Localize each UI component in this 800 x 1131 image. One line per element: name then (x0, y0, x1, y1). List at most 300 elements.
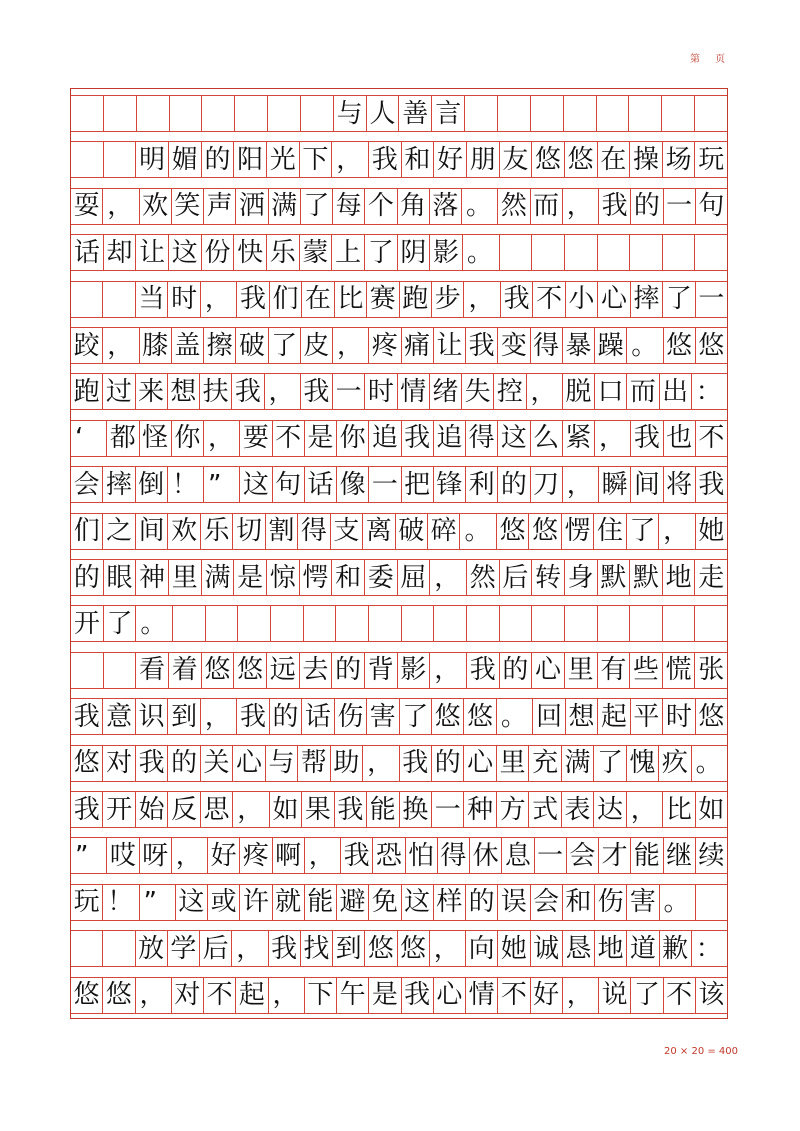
grid-cell (465, 96, 498, 131)
grid-cell (500, 606, 533, 641)
grid-cell: ， (232, 931, 268, 966)
grid-cell: ， (332, 142, 369, 177)
grid-cell: 张 (698, 655, 725, 686)
grid-cell: 学 (168, 931, 200, 966)
grid-cell: 了 (269, 328, 301, 363)
grid-cell: 伤 (595, 885, 627, 920)
grid-cell: 恳 (563, 931, 595, 966)
grid-cell: 当 (136, 282, 168, 317)
grid-cell: 紧 (563, 421, 595, 456)
grid-cell: 时 (168, 282, 200, 317)
grid-cell: 她 (698, 516, 725, 547)
grid-cell: 帮 (298, 746, 330, 781)
grid-cell: 不 (204, 978, 236, 1013)
grid-cell: 了 (594, 746, 626, 781)
grid-cell: 样 (434, 885, 466, 920)
grid-cell: ” (71, 838, 107, 873)
grid-cell: 了 (400, 699, 432, 734)
grid-row (71, 652, 727, 689)
grid-cell: 光 (267, 142, 300, 177)
grid-cell: 午 (337, 978, 369, 1013)
grid-cell: 。 (497, 699, 533, 734)
grid-cell: 上 (332, 235, 365, 270)
grid-cell: 我 (237, 282, 269, 317)
grid-cell: 满 (202, 560, 235, 595)
grid-cell: 是 (234, 560, 267, 595)
grid-cell: 悠 (464, 699, 496, 734)
grid-cell: 悠 (698, 330, 725, 361)
grid-cell: 许 (240, 885, 272, 920)
grid-cell: 时 (663, 699, 695, 734)
grid-cell: 与 (334, 96, 367, 131)
grid-cell: 达 (594, 792, 626, 827)
grid-cell: 而 (627, 374, 659, 409)
grid-cell: ， (201, 282, 237, 317)
grid-cell: 口 (595, 374, 627, 409)
grid-cell: 好 (208, 838, 240, 873)
grid-cell: 看 (136, 653, 169, 688)
grid-row (71, 884, 727, 921)
grid-cell: 扶 (200, 374, 232, 409)
grid-cell: ， (627, 792, 663, 827)
grid-cell: 关 (201, 746, 233, 781)
grid-cell: 住 (594, 514, 626, 549)
grid-cell: 们 (270, 282, 302, 317)
grid-cell: 起 (598, 699, 630, 734)
grid-cell (630, 235, 663, 270)
grid-cell: 害 (627, 885, 659, 920)
grid-cell: 笑 (172, 189, 204, 224)
grid-cell: 影 (398, 653, 431, 688)
grid-cell: 控 (494, 374, 526, 409)
grid-cell (369, 606, 402, 641)
grid-cell: 与 (266, 746, 298, 781)
grid-cell: 思 (201, 792, 233, 827)
grid-cell: 地 (663, 560, 696, 595)
grid-cell: 锋 (434, 467, 466, 502)
grid-cell: 啊 (273, 838, 305, 873)
grid-row (71, 837, 727, 874)
grid-cell: 地 (595, 931, 627, 966)
grid-cell: 伤 (335, 699, 367, 734)
grid-cell: 碎 (428, 514, 460, 549)
manuscript-grid (70, 88, 728, 1019)
grid-cell: 跑 (400, 282, 432, 317)
grid-row (71, 281, 727, 318)
grid-cell: 都 (107, 421, 139, 456)
grid-cell: 然 (467, 560, 500, 595)
grid-cell: 变 (498, 328, 530, 363)
grid-cell: 乐 (201, 514, 233, 549)
grid-cell: 人 (367, 96, 400, 131)
grid-cell: 。 (462, 189, 498, 224)
grid-cell: 身 (565, 560, 598, 595)
grid-cell: ， (201, 699, 237, 734)
grid-cell (663, 235, 696, 270)
grid-cell: 放 (136, 931, 168, 966)
grid-row (71, 466, 727, 503)
grid-cell: 们 (71, 514, 103, 549)
grid-cell: 我 (269, 931, 301, 966)
grid-cell: 心 (434, 978, 466, 1013)
grid-row (71, 513, 727, 550)
grid-cell: ， (563, 467, 599, 502)
grid-cell: ， (136, 978, 172, 1013)
grid-cell: 割 (266, 514, 298, 549)
grid-cell: ， (103, 328, 139, 363)
grid-cell: 你 (172, 421, 204, 456)
grid-cell: 默 (598, 560, 631, 595)
grid-cell: 反 (168, 792, 200, 827)
grid-cell: 我 (402, 978, 434, 1013)
grid-cell: 种 (464, 792, 496, 827)
grid-cell: 一 (535, 838, 567, 873)
grid-cell (103, 931, 135, 966)
grid-cell: 歉 (660, 931, 692, 966)
grid-cell: 悠 (664, 328, 696, 363)
grid-cell: ‘ (71, 421, 107, 456)
grid-cell: 怪 (140, 421, 172, 456)
grid-row (71, 791, 727, 828)
page-number-label: 第 页 (690, 54, 732, 65)
grid-cell: 眼 (104, 560, 137, 595)
grid-cell: 皮 (301, 328, 333, 363)
grid-cell: 出 (660, 374, 692, 409)
grid-cell: 和 (402, 142, 435, 177)
grid-cell: 识 (136, 699, 168, 734)
grid-cell: 了 (104, 606, 137, 641)
grid-cell: 让 (434, 328, 466, 363)
grid-cell: 朋 (467, 142, 500, 177)
grid-cell: 屈 (398, 560, 431, 595)
grid-cell: 想 (566, 699, 598, 734)
grid-cell: 摔 (631, 282, 663, 317)
grid-cell: 或 (208, 885, 240, 920)
grid-cell: 我 (466, 328, 498, 363)
grid-cell: 向 (466, 931, 498, 966)
grid-cell: 道 (627, 931, 659, 966)
grid-cell: 是 (369, 978, 401, 1013)
grid-cell: 如 (270, 792, 302, 827)
grid-cell: ， (172, 838, 208, 873)
grid-cell: 心 (532, 653, 565, 688)
grid-cell: 追 (369, 421, 401, 456)
grid-cell (598, 235, 631, 270)
grid-cell: 下 (305, 978, 337, 1013)
grid-cell: ， (103, 189, 139, 224)
grid-row (71, 605, 727, 642)
grid-row (71, 188, 727, 225)
grid-cell: 过 (103, 374, 135, 409)
grid-cell (103, 282, 135, 317)
grid-cell: 小 (566, 282, 598, 317)
grid-cell: 悠 (529, 514, 561, 549)
grid-cell (71, 142, 104, 177)
grid-cell: 的 (270, 699, 302, 734)
grid-cell: 会 (71, 467, 103, 502)
grid-cell: ， (430, 653, 467, 688)
grid-cell: ， (269, 978, 305, 1013)
grid-cell: ： (695, 933, 722, 964)
grid-cell: 悠 (497, 514, 529, 549)
grid-cell (498, 96, 531, 131)
grid-cell: 免 (369, 885, 401, 920)
grid-cell: ， (659, 514, 695, 549)
grid-cell: 切 (233, 514, 265, 549)
grid-cell: 。 (460, 514, 496, 549)
grid-cell (336, 606, 369, 641)
grid-cell: 步 (432, 282, 464, 317)
grid-cell: 要 (240, 421, 272, 456)
grid-cell: 有 (598, 653, 631, 688)
grid-cell: 的 (631, 189, 663, 224)
grid-cell: 我 (369, 142, 402, 177)
grid-cell: 耍 (71, 189, 103, 224)
grid-cell: 比 (335, 282, 367, 317)
grid-cell: 和 (563, 885, 595, 920)
grid-cell: ， (430, 560, 467, 595)
grid-cell: ， (595, 421, 631, 456)
grid-cell: 追 (434, 421, 466, 456)
grid-cell: 果 (302, 792, 334, 827)
grid-cell: 悠 (365, 931, 397, 966)
grid-cell: 意 (103, 699, 135, 734)
grid-cell (238, 606, 271, 641)
grid-cell: 我 (301, 374, 333, 409)
grid-cell: 份 (202, 235, 235, 270)
grid-cell: 愣 (562, 514, 594, 549)
grid-cell (206, 606, 239, 641)
grid-cell: ， (233, 792, 269, 827)
grid-cell (663, 606, 696, 641)
grid-cell: 失 (462, 374, 494, 409)
grid-cell: 悠 (234, 653, 267, 688)
grid-cell (104, 96, 137, 131)
grid-cell: 里 (169, 560, 202, 595)
grid-cell: 该 (698, 980, 725, 1011)
grid-cell: 式 (529, 792, 561, 827)
grid-cell: 起 (236, 978, 268, 1013)
grid-cell: 和 (332, 560, 365, 595)
grid-cell: 。 (463, 235, 500, 270)
grid-cell: 心 (598, 282, 630, 317)
grid-row (71, 234, 727, 271)
grid-cell (629, 96, 662, 131)
grid-cell (202, 96, 235, 131)
grid-cell: 我 (698, 469, 725, 500)
grid-cell: 躁 (595, 328, 627, 363)
grid-cell: 媚 (169, 142, 202, 177)
grid-cell (173, 606, 206, 641)
grid-cell: 得 (438, 838, 470, 873)
grid-cell: 我 (467, 653, 500, 688)
grid-cell: 言 (432, 96, 465, 131)
grid-row (71, 559, 727, 596)
grid-cell: 在 (302, 282, 334, 317)
grid-cell: 了 (365, 235, 398, 270)
grid-cell: 委 (365, 560, 398, 595)
grid-cell: 愧 (627, 746, 659, 781)
grid-cell: 我 (402, 421, 434, 456)
grid-cell: 利 (466, 467, 498, 502)
grid-cell (71, 653, 104, 688)
grid-cell: 诚 (531, 931, 563, 966)
grid-cell (500, 235, 533, 270)
grid-cell: ， (563, 189, 599, 224)
grid-cell: 声 (204, 189, 236, 224)
grid-cell (137, 96, 170, 131)
grid-cell: 会 (567, 838, 599, 873)
grid-cell: 开 (103, 792, 135, 827)
grid-cell (532, 235, 565, 270)
grid-cell: 快 (234, 235, 267, 270)
grid-cell (104, 142, 137, 177)
grid-cell: 情 (466, 978, 498, 1013)
grid-cell: 擦 (204, 328, 236, 363)
grid-cell: 刀 (531, 467, 563, 502)
grid-cell: 操 (630, 142, 663, 177)
grid-cell: 瞬 (599, 467, 631, 502)
grid-cell: 始 (136, 792, 168, 827)
grid-cell (402, 606, 435, 641)
grid-cell: 的 (168, 746, 200, 781)
grid-cell: 里 (565, 653, 598, 688)
grid-cell: 我 (237, 699, 269, 734)
grid-cell: 洒 (236, 189, 268, 224)
grid-cell: 暴 (563, 328, 595, 363)
grid-cell: ， (527, 374, 563, 409)
grid-cell: 的 (498, 467, 530, 502)
grid-cell: 比 (663, 792, 695, 827)
grid-cell: 离 (363, 514, 395, 549)
grid-cell: 不 (498, 978, 530, 1013)
grid-cell: 个 (365, 189, 397, 224)
grid-cell: 我 (335, 792, 367, 827)
grid-cell: 远 (267, 653, 300, 688)
grid-cell: 害 (367, 699, 399, 734)
grid-cell: 好 (434, 142, 467, 177)
grid-cell: 了 (301, 189, 333, 224)
grid-cell: 换 (400, 792, 432, 827)
grid-cell: 后 (200, 931, 232, 966)
grid-cell: 背 (365, 653, 398, 688)
grid-cell: 续 (698, 840, 725, 871)
grid-cell: 而 (531, 189, 563, 224)
grid-cell: 把 (402, 467, 434, 502)
grid-cell: 好 (531, 978, 563, 1013)
grid-cell: 让 (136, 235, 169, 270)
grid-cell (630, 606, 663, 641)
grid-cell: 悠 (202, 653, 235, 688)
grid-cell: 悠 (698, 701, 725, 732)
grid-row (71, 745, 727, 782)
grid-cell: 了 (631, 978, 663, 1013)
grid-cell (71, 96, 104, 131)
grid-row (71, 930, 727, 967)
grid-cell (598, 606, 631, 641)
grid-cell: 跤 (71, 328, 103, 363)
grid-cell: 方 (497, 792, 529, 827)
grid-cell: 脱 (563, 374, 595, 409)
grid-cell: 能 (305, 885, 337, 920)
grid-cell (170, 96, 203, 131)
grid-row (71, 420, 727, 457)
grid-cell: 盖 (172, 328, 204, 363)
grid-cell: 的 (71, 560, 104, 595)
grid-cell: 每 (333, 189, 365, 224)
grid-cell: 得 (466, 421, 498, 456)
grid-cell: 欢 (140, 189, 172, 224)
grid-cell: 的 (332, 653, 365, 688)
grid-cell: 这 (169, 235, 202, 270)
grid-cell: 间 (136, 514, 168, 549)
grid-row (71, 141, 727, 178)
grid-cell: ” (204, 467, 240, 502)
grid-cell: 如 (698, 794, 725, 825)
grid-cell: 情 (398, 374, 430, 409)
grid-cell: 得 (298, 514, 330, 549)
grid-cell: 了 (627, 514, 659, 549)
grid-cell: 说 (599, 978, 631, 1013)
grid-cell: 倒 (136, 467, 168, 502)
grid-cell: ， (363, 746, 399, 781)
grid-cell: 对 (103, 746, 135, 781)
grid-cell: 在 (598, 142, 631, 177)
grid-count-label: 20 × 20 = 400 (664, 1046, 739, 1057)
grid-cell: 跑 (71, 374, 103, 409)
grid-cell: 了 (663, 282, 695, 317)
grid-cell: 满 (269, 189, 301, 224)
grid-cell: 赛 (367, 282, 399, 317)
grid-cell: 避 (337, 885, 369, 920)
grid-cell: 的 (466, 885, 498, 920)
grid-cell: 蒙 (300, 235, 333, 270)
grid-cell (268, 96, 301, 131)
grid-cell: ， (265, 374, 301, 409)
grid-cell: 疼 (240, 838, 272, 873)
grid-cell: 误 (498, 885, 530, 920)
grid-cell: 间 (631, 467, 663, 502)
grid-cell (531, 96, 564, 131)
grid-cell: 友 (500, 142, 533, 177)
grid-cell: 呀 (140, 838, 172, 873)
grid-cell: 助 (331, 746, 363, 781)
grid-cell: 将 (664, 467, 696, 502)
grid-cell: 膝 (140, 328, 172, 363)
grid-cell: 我 (631, 421, 663, 456)
grid-cell: 破 (236, 328, 268, 363)
grid-cell: 下 (300, 142, 333, 177)
grid-cell: 场 (663, 142, 696, 177)
grid-cell (301, 96, 334, 131)
grid-cell: ， (563, 978, 599, 1013)
grid-cell: 充 (529, 746, 561, 781)
grid-cell: 我 (71, 792, 103, 827)
grid-cell: 的 (202, 142, 235, 177)
grid-cell: 她 (498, 931, 530, 966)
grid-cell: 息 (502, 838, 534, 873)
grid-cell: 角 (398, 189, 430, 224)
grid-cell (597, 96, 630, 131)
grid-cell: 我 (599, 189, 631, 224)
grid-cell: 里 (497, 746, 529, 781)
grid-cell: 话 (302, 699, 334, 734)
grid-cell: 惊 (267, 560, 300, 595)
grid-cell: 慌 (663, 653, 696, 688)
grid-cell (235, 96, 268, 131)
grid-cell: 得 (531, 328, 563, 363)
grid-cell: 走 (698, 562, 725, 593)
